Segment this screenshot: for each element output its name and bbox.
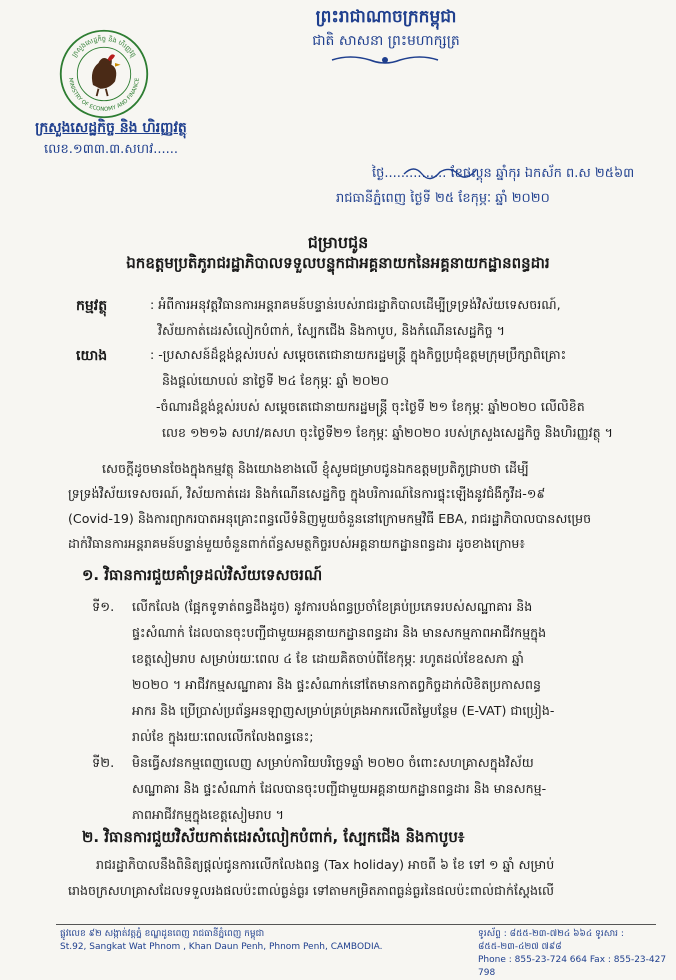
kingdom-header: ព្រះរាជាណាចក្រកម្ពុជា: [315, 7, 457, 27]
section-2-text: [68, 852, 662, 904]
item-2-text: [132, 750, 662, 828]
svg-text:ក្រសួងសេដ្ឋកិច្ច និង ហិរញ្ញវត្: ក្រសួងសេដ្ឋកិច្ច និង ហិរញ្ញវត្ថុ: [70, 34, 138, 59]
item-1-line: រាល់ខែ ក្នុងរយៈពេលលើកលែងពន្ធនេះ;: [132, 729, 314, 744]
item-2-label: ទី២.: [92, 756, 115, 771]
item-2-line: ភាពអាជីវកម្មក្នុងខេត្តសៀមរាប ។: [132, 807, 284, 822]
body-line: ទ្រទ្រង់វិស័យទេសចរណ៍, វិស័យកាត់ដេរ និងកំណើនសេដ្ឋកិច្ច ក្នុងបរិការណ៍នៃការផ្ទុះឡើងនូវជំងឺកូវីដ-១៩: [68, 486, 546, 501]
subject-text: [150, 292, 660, 344]
reference-line: : -ប្រសាសន៍ដ៏ខ្ពង់ខ្ពស់របស់ សម្តេចតេជោនាយករដ្ឋមន្ត្រី ក្នុងកិច្ចប្រជុំឧត្តមក្រុមប្រឹក្សាពិគ្រោះ: [150, 347, 567, 362]
national-motto: ជាតិ សាសនា ព្រះមហាក្សត្រ: [312, 33, 460, 49]
salutation-title: ជម្រាបជូន: [307, 233, 369, 252]
footer-phone-kh: ទូរស័ព្ទ : ៨៥៥-២៣-៧២៤ ៦៦៤ ទូរសារ : ៨៥៥-២៣-៤២៧ ៧៩៨: [478, 929, 624, 952]
subject-line: វិស័យកាត់ដេរសំលៀកបំពាក់, ស្បែកជើង និងកាបូប, និងកំណើនសេដ្ឋកិច្ច ។: [158, 323, 505, 338]
item-1-label: ទី១.: [92, 600, 115, 615]
item-1-line: អាករ និង ប្រើប្រាស់ប្រព័ន្ធអនឡាញសម្រាប់គ្រប់គ្រងអាករលើតម្លៃបន្ថែម (E-VAT) ជាប្រៀង-: [132, 703, 555, 718]
body-paragraph: [68, 456, 662, 556]
reference-number: លេខ.១៣៣.៣.សហវ......: [44, 142, 178, 157]
item-1-line: ផ្ទះសំណាក់ ដែលបានចុះបញ្ជីជាមួយអគ្គនាយកដ្ឋានពន្ធដារ និង មានសកម្មភាពអាជីវកម្មក្នុង: [132, 625, 547, 640]
subject-label: កម្មវត្ថុ: [76, 298, 108, 314]
body-line: (Covid-19) និងការព្យាករបាតអនុគ្រោះពន្ធលើទំនិញមួយចំនួននៅក្រោមកម្មវិធី EBA, រាជរដ្ឋាភិបាលបានសម្រេច: [68, 511, 592, 526]
reference-line: -ចំណារដ៏ខ្ពង់ខ្ពស់របស់ សម្តេចតេជោនាយករដ្ឋមន្ត្រី ចុះថ្ងៃទី ២១ ខែកុម្ភៈ ឆ្នាំ២០២០ លើលិខិត: [156, 399, 585, 414]
recipient-title: ឯកឧត្តមប្រតិភូរាជរដ្ឋាភិបាលទទួលបន្ទុកជាអគ្គនាយកនៃអគ្គនាយកដ្ឋានពន្ធដារ: [126, 254, 550, 272]
footer-phone-en: Phone : 855-23-724 664 Fax : 855-23-427 798: [478, 955, 667, 978]
reference-line: និងផ្តល់យោបល់ នាថ្ងៃទី ២៤ ខែកុម្ភៈ ឆ្នាំ ២០២០: [162, 373, 390, 388]
footer-address-en: St.92, Sangkat Wat Phnom , Khan Daun Penh, Phnom Penh, CAMBODIA.: [60, 942, 383, 952]
item-1-line: លើកលែង (ផ្អែកទូទាត់ពន្ធដឹងដូច) នូវការបង់ពន្ធប្រចាំខែគ្រប់ប្រភេទរបស់សណ្ឋាគារ និង: [132, 599, 533, 614]
reference-text: [150, 342, 662, 446]
item-1-text: [132, 594, 662, 750]
reference-label: យោង: [76, 348, 108, 364]
footer-address-kh: ផ្លូវលេខ ៩២ សង្កាត់វត្តភ្នំ ខណ្ឌដូនពេញ រាជធានីភ្នំពេញ កម្ពុជា: [60, 929, 265, 939]
item-1-line: ខេត្តសៀមរាប សម្រាប់រយៈពេល ៤ ខែ ដោយគិតចាប់ពីខែកុម្ភៈ រហូតដល់ខែឧសភា ឆ្នាំ: [132, 651, 524, 666]
section-2-heading: ២. វិធានការជួយវិស័យកាត់ដេរសំលៀកបំពាក់, ស្បែកជើង និងកាបូប៖: [82, 828, 465, 846]
footer-address: [60, 928, 390, 954]
item-2-line: មិនធ្វើសវនកម្មពេញលេញ សម្រាប់ការិយបរិច្ឆេទឆ្នាំ ២០២០ ចំពោះសហគ្រាសក្នុងវិស័យ: [132, 755, 534, 770]
section-1-heading: ១. វិធានការជួយគាំទ្រដល់វិស័យទេសចរណ៍: [82, 566, 323, 584]
section-2-line: រាជរដ្ឋាភិបាលនឹងពិនិត្យផ្តល់ជូនការលើកលែងពន្ធ (Tax holiday) អាចពី ៦ ខែ ទៅ ១ ឆ្នាំ សម្រាប់: [96, 857, 555, 872]
solar-date: រាជធានីភ្នំពេញ ថ្ងៃទី ២៥ ខែកុម្ភៈ ឆ្នាំ ២០២០: [336, 191, 550, 206]
subject-line: : អំពីការអនុវត្តវិធានការអន្តរាគមន៍បន្ទាន់របស់រាជរដ្ឋាភិបាលដើម្បីទ្រទ្រង់វិស័យទេសចរណ៍,: [150, 297, 561, 312]
ministry-name: ក្រសួងសេដ្ឋកិច្ច និង ហិរញ្ញវត្ថុ: [35, 120, 187, 136]
lunar-date: ថ្ងៃ............... ខែផល្គុន ឆ្នាំកុរ ឯកស័ក ព.ស ២៥៦៣: [372, 166, 635, 181]
item-1-line: ២០២០ ។ អាជីវកម្មសណ្ឋាគារ និង ផ្ទះសំណាក់នៅតែមានកាតព្វកិច្ចដាក់លិខិតប្រកាសពន្ធ: [132, 677, 542, 692]
reference-line: លេខ ១២១៦ សហវ/គសហ ចុះថ្ងៃទី២១ ខែកុម្ភៈ ឆ្នាំ២០២០ របស់ក្រសួងសេដ្ឋកិច្ច និងហិរញ្ញវត្ថុ ។: [162, 425, 613, 440]
body-line: ដាក់វិធានការអន្តរាគមន៍បន្ទាន់មួយចំនួនពាក់ព័ន្ធសមត្ថកិច្ចរបស់អគ្គនាយកដ្ឋានពន្ធដារ ដូចខាងក្រោម៖: [68, 536, 525, 551]
footer-contact: [478, 928, 668, 980]
section-2-line: រោងចក្រសហគ្រាសដែលទទួលរងផលប៉ះពាល់ធ្ងន់ធ្ងរ ទៅតាមកម្រិតភាពធ្ងន់ធ្ងរនៃផលប៉ះពាល់ជាក់ស្តែងលើ: [68, 883, 554, 898]
ornament-divider: [330, 54, 440, 66]
body-line: សេចក្តីដូចមានចែងក្នុងកម្មវត្ថុ និងយោងខាងលើ ខ្ញុំសូមជម្រាបជូនឯកឧត្តមប្រតិភូជ្រាបថា ដើម្បី: [102, 461, 529, 476]
svg-text:MINISTRY OF ECONOMY AND FINANC: MINISTRY OF ECONOMY AND FINANCE: [67, 77, 141, 113]
item-2-line: សណ្ឋាគារ និង ផ្ទះសំណាក់ ដែលបានចុះបញ្ជីជាមួយអគ្គនាយកដ្ឋានពន្ធដារ និង មានសកម្ម-: [132, 781, 547, 796]
footer-divider: [56, 924, 656, 925]
ministry-logo: [58, 28, 150, 120]
